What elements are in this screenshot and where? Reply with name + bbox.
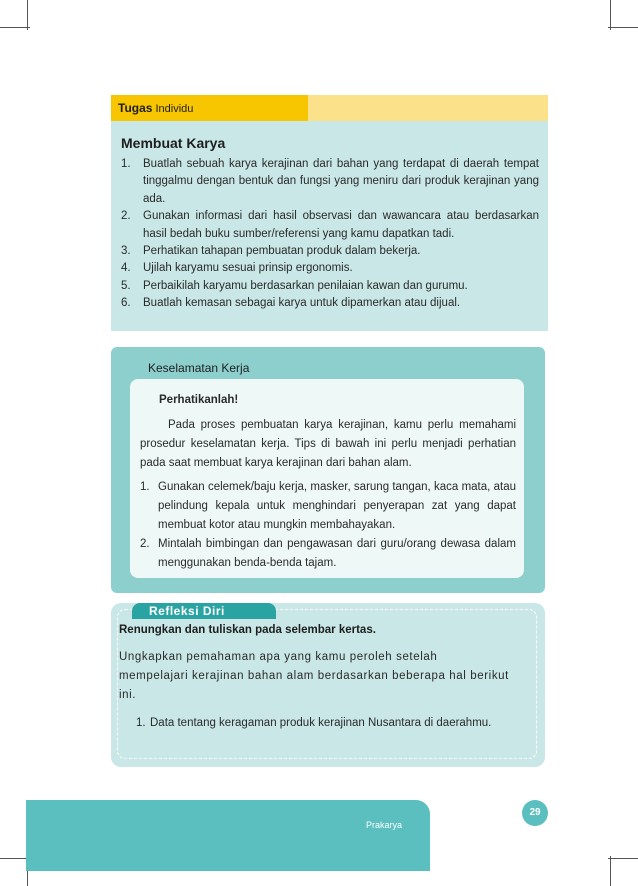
list-item	[140, 478, 516, 535]
refleksi-paragraph: Ungkapkan pemahaman apa yang kamu peroleh setelah mempelajari kerajinan bahan alam berdasarkan beberapa hal berikut ini.	[119, 651, 509, 701]
keselamatan-kerja-box	[111, 347, 545, 593]
crop-mark	[0, 27, 30, 28]
refleksi-tab	[132, 603, 276, 619]
keselamatan-heading: Perhatikanlah!	[159, 394, 239, 406]
crop-mark	[608, 27, 638, 28]
refleksi-tab-label: Refleksi Diri	[149, 604, 225, 618]
list-text: Perbaikilah karyamu berdasarkan penilaian kawan dan gurumu.	[143, 279, 468, 292]
keselamatan-title: Keselamatan Kerja	[148, 361, 250, 375]
refleksi-diri-box	[111, 603, 545, 767]
list-text: Gunakan celemek/baju kerja, masker, sarung tangan, kaca mata, atau pelindung kepala untuk menghindari penyerapan zat yang dapat membuat kotor atau mungkin membahayakan.	[158, 481, 516, 531]
crop-mark	[27, 0, 28, 30]
keselamatan-card	[130, 379, 524, 578]
list-number: 3.	[121, 245, 131, 258]
tugas-header-bar-light	[308, 95, 548, 121]
list-number: 5.	[121, 279, 131, 292]
list-number: 2.	[121, 210, 131, 223]
keselamatan-list	[140, 478, 516, 573]
list-number: 1.	[121, 158, 131, 170]
crop-mark	[610, 0, 611, 30]
list-text: Mintalah bimbingan dan pengawasan dari guru/orang dewasa dalam menggunakan benda-benda tajam.	[158, 538, 516, 569]
list-text: Buatlah sebuah karya kerajinan dari bahan yang terdapat di daerah tempat tinggalmu dengan bentuk dan fungsi yang meniru dari produk kerajinan yang ada.	[143, 158, 539, 205]
list-item	[121, 278, 539, 295]
list-text: Buatlah kemasan sebagai karya untuk dipamerkan atau dijual.	[143, 297, 461, 310]
list-item	[121, 156, 539, 208]
list-item	[121, 295, 539, 312]
list-item	[136, 715, 536, 732]
tugas-header	[111, 95, 548, 121]
footer-band	[26, 800, 430, 871]
keselamatan-paragraph: Pada proses pembuatan karya kerajinan, kamu perlu memahami prosedur keselamatan kerja. Tips di bawah ini perlu menjadi perhatian pada saat membuat karya kerajinan dari bahan alam.	[140, 419, 516, 469]
list-item	[121, 208, 539, 243]
crop-mark	[610, 856, 611, 886]
list-text: Gunakan informasi dari hasil observasi dan wawancara atau berdasarkan hasil bedah buku sumber/referensi yang kamu dapatkan tadi.	[143, 210, 539, 240]
list-number: 1.	[136, 717, 146, 729]
footer-subject: Prakarya	[365, 820, 402, 830]
refleksi-instruction: Renungkan dan tuliskan pada selembar kertas.	[119, 624, 376, 636]
list-number: 6.	[121, 297, 131, 310]
tugas-individu-box	[111, 95, 548, 331]
tugas-header-sub: Individu	[155, 103, 194, 115]
list-number: 4.	[121, 262, 131, 275]
page-number: 29	[522, 800, 548, 826]
refleksi-list	[136, 715, 536, 732]
list-number: 2.	[140, 538, 150, 550]
tugas-header-label	[118, 101, 193, 115]
list-item	[140, 535, 516, 573]
list-text: Perhatikan tahapan pembuatan produk dalam bekerja.	[143, 245, 421, 258]
list-number: 1.	[140, 481, 150, 493]
tugas-list	[121, 156, 539, 313]
list-text: Ujilah karyamu sesuai prinsip ergonomis.	[143, 262, 353, 275]
crop-mark	[608, 858, 638, 859]
list-item	[121, 243, 539, 260]
tugas-header-main: Tugas	[118, 101, 153, 115]
list-text: Data tentang keragaman produk kerajinan Nusantara di daerahmu.	[150, 717, 492, 729]
tugas-title: Membuat Karya	[121, 135, 226, 151]
list-item	[121, 260, 539, 277]
